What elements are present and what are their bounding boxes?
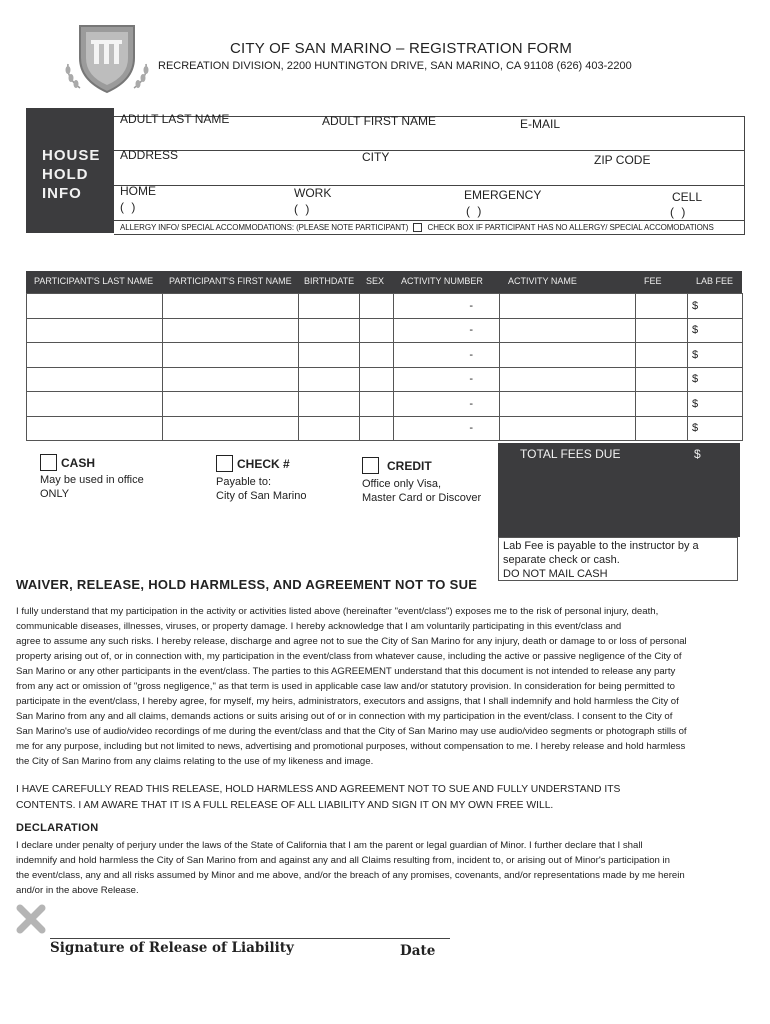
lab-fee-note — [498, 537, 738, 581]
zip-code-field[interactable]: ZIP CODE — [594, 153, 651, 167]
participant-first-name-cell[interactable] — [163, 416, 299, 441]
declaration-body — [16, 838, 756, 898]
participant-last-name-cell[interactable] — [27, 343, 163, 368]
no-allergy-checkbox-label: CHECK BOX IF PARTICIPANT HAS NO ALLERGY/ SPECIAL ACCOMODATIONS — [427, 223, 714, 232]
activity-number-dash: - — [469, 422, 473, 435]
household-section-label — [26, 108, 114, 233]
birthdate-cell[interactable] — [299, 367, 360, 392]
activity-name-cell[interactable] — [500, 416, 636, 441]
total-fees-due-panel — [498, 443, 636, 537]
sign-here-x-icon — [16, 904, 46, 939]
cash-label: CASH — [61, 456, 96, 470]
adult-first-name-field[interactable]: ADULT FIRST NAME — [322, 114, 437, 128]
waiver-line: the City of San Marino from any claims relating to the use of my likeness and image. — [16, 756, 374, 767]
address-field[interactable]: ADDRESS — [120, 148, 179, 162]
sex-cell[interactable] — [360, 343, 394, 368]
cash-note — [40, 473, 144, 501]
work-phone-paren: ( ) — [294, 202, 312, 216]
waiver-line: communicable diseases, illnesses, viruses, or property damage. I hereby acknowledge that I am voluntarily participating in this event/class and — [16, 621, 622, 632]
lab-fee-note-line: Lab Fee is payable to the instructor by a — [503, 540, 699, 552]
emergency-phone-paren: ( ) — [466, 204, 484, 218]
fee-cell[interactable] — [636, 392, 688, 417]
lab-fee-cell[interactable] — [688, 343, 743, 368]
household-label-line: HOUSE — [42, 147, 101, 164]
divider — [114, 150, 744, 151]
participant-row — [27, 318, 743, 343]
lab-fee-dollar: $ — [692, 373, 699, 386]
activity-number-cell[interactable] — [394, 392, 500, 417]
lab-fee-dollar: $ — [692, 397, 699, 410]
activity-number-dash: - — [469, 373, 473, 386]
activity-number-dash: - — [469, 348, 473, 361]
waiver-line: participate in the event/class, I hereby agree, for myself, my heirs, administrators, executors and assigns, that I shall indemnify and hold harmless the City of — [16, 696, 679, 707]
check-note-line: Payable to: — [216, 476, 272, 488]
sex-cell[interactable] — [360, 416, 394, 441]
activity-number-dash: - — [469, 299, 473, 312]
participant-first-name-cell[interactable] — [163, 294, 299, 319]
col-header-birthdate: BIRTHDATE — [304, 276, 355, 286]
col-header-activity-number: ACTIVITY NUMBER — [401, 276, 483, 286]
check-checkbox[interactable] — [216, 455, 233, 472]
activity-number-dash: - — [469, 324, 473, 337]
birthdate-cell[interactable] — [299, 416, 360, 441]
credit-label: CREDIT — [387, 459, 432, 473]
activity-number-cell[interactable] — [394, 318, 500, 343]
participant-last-name-cell[interactable] — [27, 318, 163, 343]
participant-last-name-cell[interactable] — [27, 392, 163, 417]
activity-number-dash: - — [469, 397, 473, 410]
col-header-fee: FEE — [644, 276, 662, 286]
waiver-line: me for any purpose, including but not limited to news, advertising and promotional purposes, without compensation to me. I hereby release and hold harmless — [16, 741, 686, 752]
col-header-sex: SEX — [366, 276, 385, 286]
home-phone-field[interactable]: HOME — [120, 184, 156, 198]
participant-row — [27, 392, 743, 417]
waiver-line: agree to assume any such risks. I hereby release, discharge and agree not to sue the City of San Marino for any injury, death or damage to or loss of personal — [16, 636, 687, 647]
participant-row — [27, 416, 743, 441]
participant-row — [27, 367, 743, 392]
fee-cell[interactable] — [636, 416, 688, 441]
allergy-info-label: ALLERGY INFO/ SPECIAL ACCOMMODATIONS: (PLEASE NOTE PARTICIPANT) — [120, 223, 409, 232]
divider — [114, 220, 744, 221]
date-label: Date — [400, 943, 436, 959]
lab-fee-note-line: separate check or cash. — [503, 554, 620, 566]
activity-number-cell[interactable] — [394, 294, 500, 319]
activity-number-cell[interactable] — [394, 416, 500, 441]
allergy-info-row — [120, 223, 714, 232]
check-option[interactable] — [216, 455, 290, 473]
credit-checkbox[interactable] — [362, 457, 379, 474]
declaration-line: I declare under penalty of perjury under the laws of the State of California that I am the parent or legal guardian of Minor. I further declare that I shall — [16, 840, 643, 851]
sex-cell[interactable] — [360, 367, 394, 392]
birthdate-cell[interactable] — [299, 343, 360, 368]
participant-first-name-cell[interactable] — [163, 367, 299, 392]
lab-fee-dollar: $ — [692, 299, 699, 312]
work-phone-field[interactable]: WORK — [294, 186, 332, 200]
credit-note — [362, 477, 481, 505]
waiver-line: property arising out of, or in connection with, my participation in the event/class from whatever cause, including the active or passive negligence of the City of — [16, 651, 682, 662]
participant-last-name-cell[interactable] — [27, 416, 163, 441]
signature-label: Signature of Release of Liability — [50, 940, 294, 956]
participant-row — [27, 343, 743, 368]
declaration-line: and/or in the above Release. — [16, 885, 139, 896]
cash-checkbox[interactable] — [40, 454, 57, 471]
form-title: CITY OF SAN MARINO – REGISTRATION FORM — [230, 40, 573, 57]
lab-fee-cell[interactable] — [688, 416, 743, 441]
col-header-activity-name: ACTIVITY NAME — [508, 276, 577, 286]
col-header-participant-first-name: PARTICIPANT'S FIRST NAME — [169, 276, 292, 286]
no-allergy-checkbox[interactable] — [413, 223, 422, 232]
total-lab-fee-dollar: $ — [694, 447, 701, 461]
fee-cell[interactable] — [636, 343, 688, 368]
sex-cell[interactable] — [360, 392, 394, 417]
emergency-phone-field[interactable]: EMERGENCY — [464, 188, 542, 202]
birthdate-cell[interactable] — [299, 318, 360, 343]
credit-note-line: Office only Visa, — [362, 478, 442, 490]
city-seal-logo — [62, 18, 134, 96]
participant-row — [27, 294, 743, 319]
household-label-line: HOLD — [42, 166, 89, 183]
sex-cell[interactable] — [360, 294, 394, 319]
cash-note-line: May be used in office — [40, 474, 144, 486]
acknowledgement-line: CONTENTS. I AM AWARE THAT IT IS A FULL RELEASE OF ALL LIABILITY AND SIGN IT ON MY OWN FREE WILL. — [16, 800, 554, 811]
participants-table-header — [26, 271, 742, 293]
divider — [114, 185, 744, 186]
waiver-title: WAIVER, RELEASE, HOLD HARMLESS, AND AGREEMENT NOT TO SUE — [16, 577, 478, 592]
lab-fee-cell[interactable] — [688, 392, 743, 417]
fee-cell[interactable] — [636, 367, 688, 392]
cell-phone-field[interactable]: CELL — [672, 190, 703, 204]
birthdate-cell[interactable] — [299, 392, 360, 417]
col-header-lab-fee: LAB FEE — [696, 276, 734, 286]
adult-last-name-field[interactable]: ADULT LAST NAME — [120, 112, 230, 126]
check-note-line: City of San Marino — [216, 490, 307, 502]
participant-last-name-cell[interactable] — [27, 294, 163, 319]
activity-number-cell[interactable] — [394, 367, 500, 392]
declaration-line: indemnify and hold harmless the City of San Marino from and against any and all Claims resulting from, incident to, or arising out of Minor's participation in — [16, 855, 670, 866]
declaration-line: the event/class, any and all risks assumed by Minor and me above, and/or the breach of any promises, covenants, and/or representations made by me herein — [16, 870, 685, 881]
waiver-line: from any act or omission of "gross negligence," as that term is used in applicable case law and/or statutory provision. In consideration for being permitted to — [16, 681, 675, 692]
fee-cell[interactable] — [636, 318, 688, 343]
city-field[interactable]: CITY — [362, 150, 390, 164]
cell-phone-paren: ( ) — [670, 205, 688, 219]
participant-first-name-cell[interactable] — [163, 318, 299, 343]
activity-name-cell[interactable] — [500, 343, 636, 368]
birthdate-cell[interactable] — [299, 294, 360, 319]
check-note — [216, 475, 306, 503]
waiver-line: San Marino's use of audio/video recordings of me during the event/class and that the City of San Marino may use audio/video segments or photograph stills of — [16, 726, 687, 737]
home-phone-paren: ( ) — [120, 200, 138, 214]
activity-name-cell[interactable] — [500, 318, 636, 343]
cash-option[interactable] — [40, 454, 95, 472]
fee-cell[interactable] — [636, 294, 688, 319]
col-header-participant-last-name: PARTICIPANT'S LAST NAME — [34, 276, 154, 286]
total-fees-due-label: TOTAL FEES DUE — [520, 447, 621, 461]
credit-option[interactable] — [362, 457, 432, 475]
waiver-line: San Marino or any other participants in the event/class. The parties to this AGREEMENT understand that this document is not intended to release any party — [16, 666, 676, 677]
activity-name-cell[interactable] — [500, 294, 636, 319]
waiver-body — [16, 604, 756, 769]
email-field[interactable]: E-MAIL — [520, 117, 561, 131]
lab-fee-cell[interactable] — [688, 367, 743, 392]
waiver-line: San Marino from any and all claims, demands actions or suits arising out of or in connection with my participation in the event/class. I consent to the City of — [16, 711, 673, 722]
lab-fee-dollar: $ — [692, 324, 699, 337]
participants-table — [26, 293, 743, 441]
acknowledgement-line: I HAVE CAREFULLY READ THIS RELEASE, HOLD HARMLESS AND AGREEMENT NOT TO SUE AND FULLY UNDERSTAND ITS — [16, 784, 621, 795]
declaration-title: DECLARATION — [16, 822, 99, 834]
total-lab-fee-panel — [636, 443, 740, 537]
signature-line[interactable] — [50, 938, 450, 939]
lab-fee-cell[interactable] — [688, 294, 743, 319]
activity-name-cell[interactable] — [500, 367, 636, 392]
lab-fee-note-line: DO NOT MAIL CASH — [503, 568, 608, 580]
participant-first-name-cell[interactable] — [163, 343, 299, 368]
participant-last-name-cell[interactable] — [27, 367, 163, 392]
cash-note-line: ONLY — [40, 488, 70, 500]
household-info-box — [114, 116, 745, 235]
lab-fee-cell[interactable] — [688, 318, 743, 343]
lab-fee-dollar: $ — [692, 422, 699, 435]
acknowledgement — [16, 782, 756, 814]
participant-first-name-cell[interactable] — [163, 392, 299, 417]
credit-note-line: Master Card or Discover — [362, 492, 482, 504]
check-label: CHECK # — [237, 457, 290, 471]
lab-fee-dollar: $ — [692, 348, 699, 361]
activity-name-cell[interactable] — [500, 392, 636, 417]
household-label-line: INFO — [42, 185, 82, 202]
activity-number-cell[interactable] — [394, 343, 500, 368]
waiver-line: I fully understand that my participation in the activity or activities listed above (hereinafter "event/class") exposes me to the risk of personal injury, death, — [16, 606, 659, 617]
sex-cell[interactable] — [360, 318, 394, 343]
form-subtitle: RECREATION DIVISION, 2200 HUNTINGTON DRIVE, SAN MARINO, CA 91108 (626) 403-2200 — [158, 60, 632, 72]
